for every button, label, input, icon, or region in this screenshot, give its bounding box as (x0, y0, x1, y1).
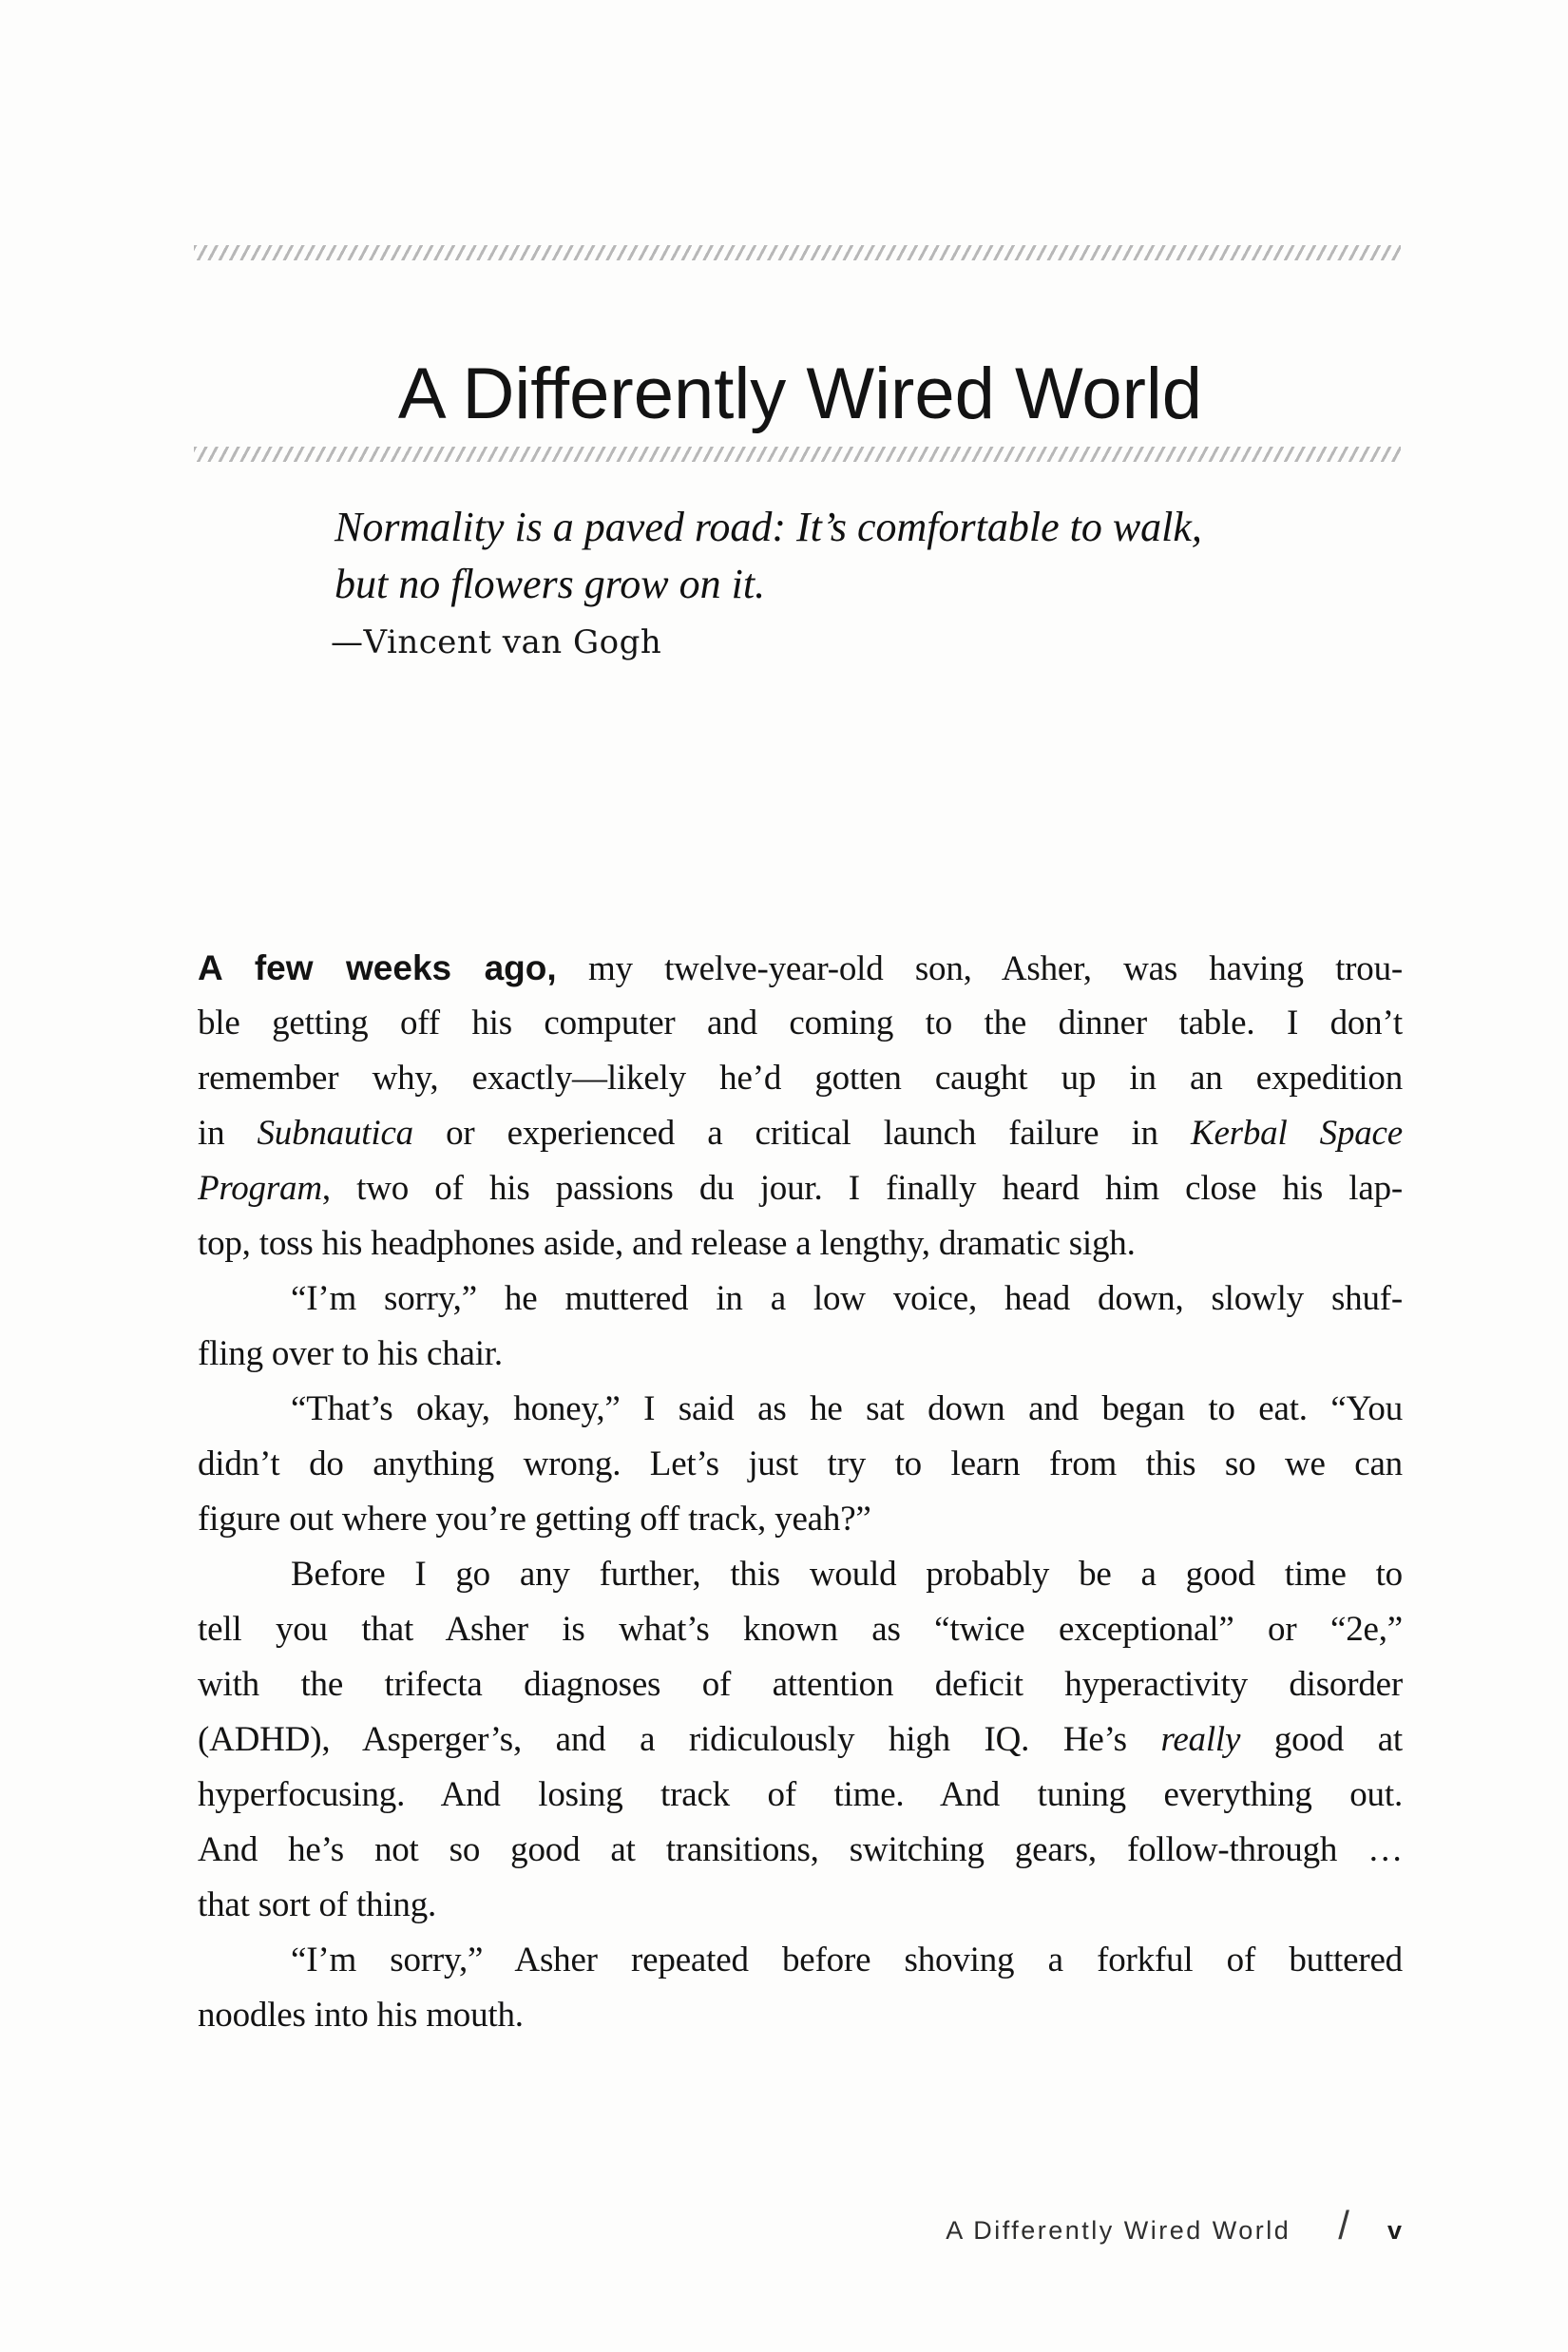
text-line (198, 1657, 1403, 1712)
footer-chapter-label: A Differently Wired World (946, 2216, 1291, 2245)
italic-text: really (1160, 1720, 1241, 1759)
text-line (198, 1272, 1403, 1327)
text-segment: Before I go any further, this would probably be a good time to (291, 1555, 1403, 1594)
epigraph-line: but no flowers grow on it. (335, 561, 766, 607)
epigraph-lines (335, 499, 1403, 613)
text-segment: “I’m sorry,” he muttered in a low voice, head down, slowly shuf- (291, 1279, 1403, 1318)
chapter-title: A Differently Wired World (397, 353, 1203, 434)
text-segment: (ADHD), Asperger’s, and a ridiculously high IQ. He’s (198, 1720, 1161, 1759)
text-line (198, 1768, 1403, 1823)
text-line (198, 1602, 1403, 1657)
text-segment: top, toss his headphones aside, and release a lengthy, dramatic sigh. (198, 1224, 1136, 1263)
italic-text: Subnautica (257, 1114, 413, 1153)
text-line (198, 1547, 1403, 1602)
text-segment: And he’s not so good at transitions, switching gears, follow-through … (198, 1830, 1403, 1869)
text-segment: fling over to his chair. (198, 1334, 503, 1373)
text-line (198, 941, 1403, 996)
paragraph (198, 1547, 1403, 1933)
text-line (198, 1051, 1403, 1106)
text-line (198, 1437, 1403, 1492)
text-line (198, 1327, 1403, 1382)
running-footer (946, 2203, 1403, 2254)
text-line (198, 1712, 1403, 1768)
italic-text: Program (198, 1169, 322, 1208)
epigraph-attribution: —Vincent van Gogh (331, 623, 662, 661)
text-segment: tell you that Asher is what’s known as “twice exceptional” or “2e,” (198, 1610, 1403, 1649)
text-line (198, 1823, 1403, 1878)
text-line (198, 1382, 1403, 1437)
text-segment: with the trifecta diagnoses of attention deficit hyperactivity disorder (198, 1665, 1403, 1704)
text-segment: “That’s okay, honey,” I said as he sat down and began to eat. “You (291, 1389, 1403, 1428)
hatch-rule-top (194, 245, 1401, 260)
paragraph-lead: A few weeks ago, (198, 948, 557, 987)
text-line (198, 1492, 1403, 1547)
text-line (198, 1988, 1403, 2043)
text-segment: figure out where you’re getting off track, yeah?” (198, 1500, 871, 1539)
text-segment: hyperfocusing. And losing track of time. And tuning everything out. (198, 1775, 1403, 1814)
paragraph (198, 941, 1403, 1272)
text-line (198, 996, 1403, 1051)
text-segment: good at (1240, 1720, 1403, 1759)
text-segment: in (198, 1114, 258, 1153)
hatch-rule-bottom (194, 447, 1401, 462)
text-segment: “I’m sorry,” Asher repeated before shoving a forkful of buttered (291, 1941, 1403, 1979)
italic-text: Kerbal Space (1190, 1114, 1403, 1153)
text-segment: , two of his passions du jour. I finally heard him close his lap- (321, 1169, 1403, 1208)
text-segment: that sort of thing. (198, 1885, 437, 1924)
text-segment: my twelve-year-old son, Asher, was having trou- (556, 949, 1403, 988)
footer-page-number: v (1386, 2216, 1403, 2245)
epigraph (335, 499, 1403, 613)
text-line (198, 1106, 1403, 1161)
epigraph-line: Normality is a paved road: It’s comfortable to walk, (335, 504, 1202, 550)
text-segment: or experienced a critical launch failure in (412, 1114, 1191, 1153)
footer-slash-separator: / (1338, 2203, 1349, 2247)
paragraph (198, 1272, 1403, 1382)
paragraph (198, 1382, 1403, 1547)
text-segment: remember why, exactly—likely he’d gotten caught up in an expedition (198, 1059, 1403, 1098)
text-segment: ble getting off his computer and coming to the dinner table. I don’t (198, 1004, 1403, 1042)
text-line (198, 1933, 1403, 1988)
text-line (198, 1161, 1403, 1216)
paragraph (198, 1933, 1403, 2043)
text-line (198, 1878, 1403, 1933)
text-line (198, 1216, 1403, 1272)
body-text (198, 941, 1403, 2043)
text-segment: noodles into his mouth. (198, 1996, 524, 2035)
text-segment: didn’t do anything wrong. Let’s just try to learn from this so we can (198, 1444, 1403, 1483)
